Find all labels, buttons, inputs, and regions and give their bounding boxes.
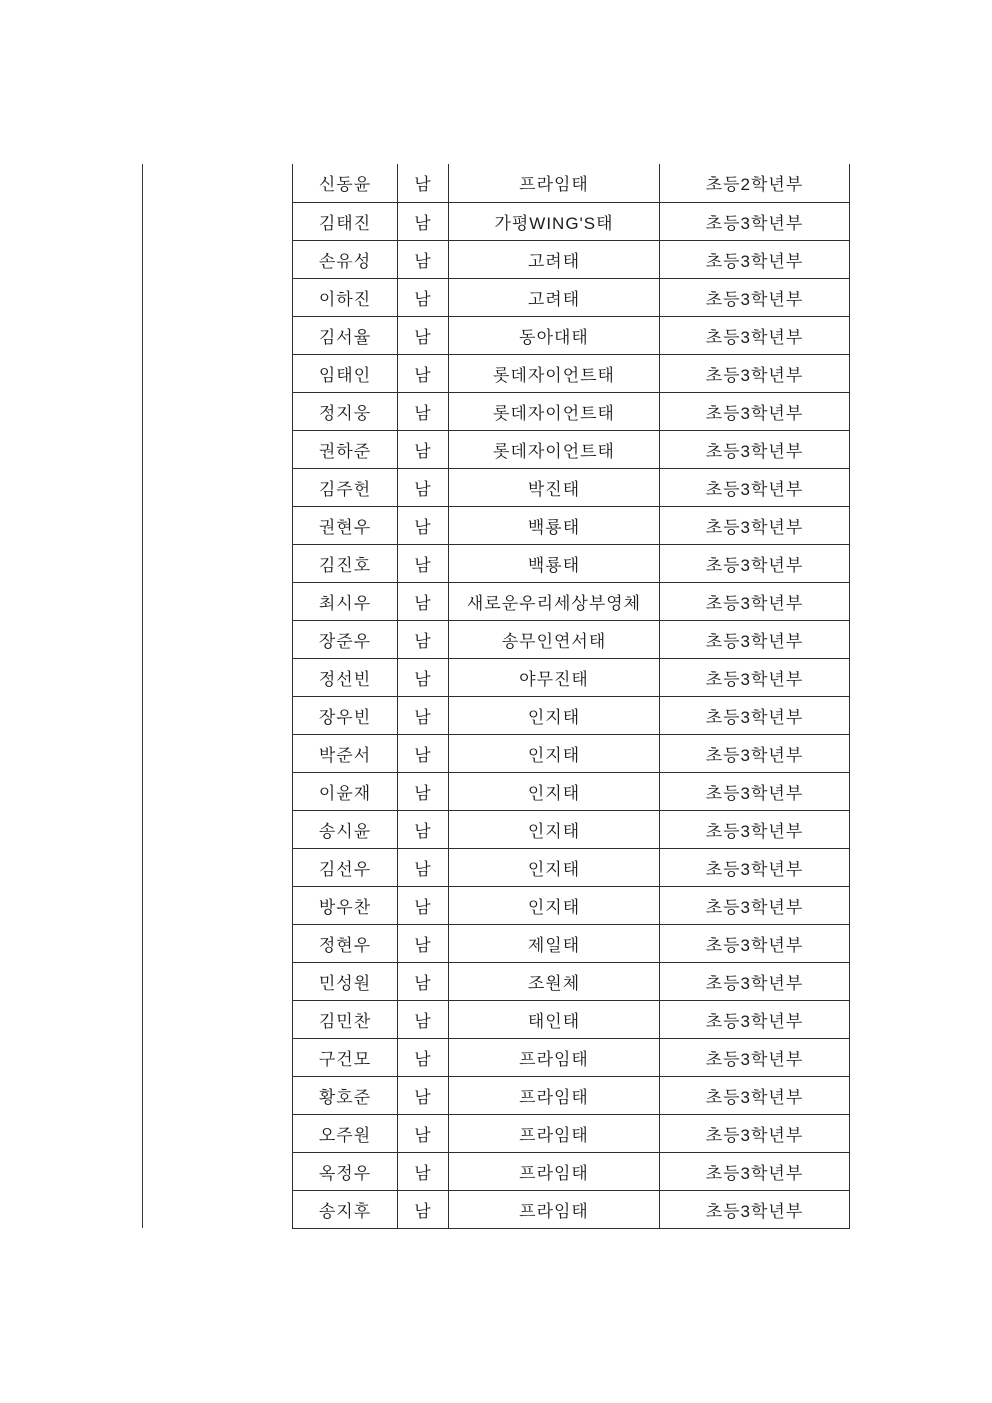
table-row (293, 354, 850, 392)
table-row (293, 1114, 850, 1152)
cell-club: 새로운우리세상부영체 (449, 582, 660, 620)
table-row (293, 734, 850, 772)
cell-gender: 남 (398, 278, 449, 316)
table-row (293, 506, 850, 544)
cell-name: 구건모 (293, 1038, 398, 1076)
cell-club: 인지태 (449, 772, 660, 810)
cell-gender: 남 (398, 924, 449, 962)
table-row (293, 1038, 850, 1076)
cell-division: 초등3학년부 (660, 1190, 850, 1228)
table-row (293, 886, 850, 924)
cell-division: 초등2학년부 (660, 164, 850, 202)
cell-division: 초등3학년부 (660, 392, 850, 430)
cell-club: 조원체 (449, 962, 660, 1000)
cell-gender: 남 (398, 810, 449, 848)
cell-club: 박진태 (449, 468, 660, 506)
cell-gender: 남 (398, 354, 449, 392)
cell-name: 김태진 (293, 202, 398, 240)
cell-name: 정지웅 (293, 392, 398, 430)
cell-division: 초등3학년부 (660, 582, 850, 620)
cell-club: 인지태 (449, 886, 660, 924)
cell-name: 김민찬 (293, 1000, 398, 1038)
table-row (293, 696, 850, 734)
cell-club: 프라임태 (449, 1114, 660, 1152)
cell-club: 야무진태 (449, 658, 660, 696)
cell-club: 송무인연서태 (449, 620, 660, 658)
cell-club: 고려태 (449, 278, 660, 316)
cell-gender: 남 (398, 1038, 449, 1076)
table-row (293, 1000, 850, 1038)
cell-division: 초등3학년부 (660, 1114, 850, 1152)
cell-gender: 남 (398, 620, 449, 658)
cell-name: 임태인 (293, 354, 398, 392)
cell-name: 신동윤 (293, 164, 398, 202)
cell-division: 초등3학년부 (660, 544, 850, 582)
cell-gender: 남 (398, 1190, 449, 1228)
cell-gender: 남 (398, 734, 449, 772)
cell-gender: 남 (398, 506, 449, 544)
table-row (293, 202, 850, 240)
roster-table-body (293, 164, 850, 1228)
cell-name: 김선우 (293, 848, 398, 886)
cell-name: 권현우 (293, 506, 398, 544)
table-row (293, 1152, 850, 1190)
table-row (293, 164, 850, 202)
cell-division: 초등3학년부 (660, 316, 850, 354)
cell-division: 초등3학년부 (660, 620, 850, 658)
cell-club: 인지태 (449, 810, 660, 848)
table-row (293, 392, 850, 430)
cell-gender: 남 (398, 886, 449, 924)
table-row (293, 1190, 850, 1228)
cell-club: 프라임태 (449, 1152, 660, 1190)
cell-club: 프라임태 (449, 1190, 660, 1228)
table-row (293, 962, 850, 1000)
cell-name: 김주헌 (293, 468, 398, 506)
cell-gender: 남 (398, 848, 449, 886)
cell-gender: 남 (398, 962, 449, 1000)
cell-gender: 남 (398, 658, 449, 696)
cell-club: 인지태 (449, 848, 660, 886)
cell-division: 초등3학년부 (660, 924, 850, 962)
cell-name: 정선빈 (293, 658, 398, 696)
cell-club: 프라임태 (449, 1076, 660, 1114)
cell-name: 김진호 (293, 544, 398, 582)
cell-name: 송지후 (293, 1190, 398, 1228)
cell-name: 김서율 (293, 316, 398, 354)
table-row (293, 278, 850, 316)
cell-club: 프라임태 (449, 164, 660, 202)
cell-division: 초등3학년부 (660, 430, 850, 468)
cell-club: 프라임태 (449, 1038, 660, 1076)
cell-gender: 남 (398, 1114, 449, 1152)
cell-gender: 남 (398, 316, 449, 354)
cell-club: 동아대태 (449, 316, 660, 354)
cell-division: 초등3학년부 (660, 278, 850, 316)
cell-club: 제일태 (449, 924, 660, 962)
cell-name: 이하진 (293, 278, 398, 316)
table-row (293, 240, 850, 278)
cell-division: 초등3학년부 (660, 810, 850, 848)
table-row (293, 582, 850, 620)
cell-name: 장준우 (293, 620, 398, 658)
cell-gender: 남 (398, 202, 449, 240)
cell-club: 태인태 (449, 1000, 660, 1038)
cell-name: 최시우 (293, 582, 398, 620)
table-row (293, 1076, 850, 1114)
cell-division: 초등3학년부 (660, 1038, 850, 1076)
cell-name: 오주원 (293, 1114, 398, 1152)
cell-division: 초등3학년부 (660, 202, 850, 240)
cell-gender: 남 (398, 544, 449, 582)
cell-gender: 남 (398, 772, 449, 810)
table-row (293, 430, 850, 468)
cell-name: 방우찬 (293, 886, 398, 924)
cell-club: 인지태 (449, 734, 660, 772)
cell-name: 박준서 (293, 734, 398, 772)
cell-gender: 남 (398, 1000, 449, 1038)
cell-gender: 남 (398, 430, 449, 468)
cell-division: 초등3학년부 (660, 506, 850, 544)
cell-club: 백룡태 (449, 544, 660, 582)
cell-division: 초등3학년부 (660, 468, 850, 506)
cell-division: 초등3학년부 (660, 354, 850, 392)
cell-name: 손유성 (293, 240, 398, 278)
table-row (293, 772, 850, 810)
table-row (293, 544, 850, 582)
cell-club: 백룡태 (449, 506, 660, 544)
cell-name: 장우빈 (293, 696, 398, 734)
table-row (293, 316, 850, 354)
cell-name: 송시윤 (293, 810, 398, 848)
table-row (293, 658, 850, 696)
cell-club: 인지태 (449, 696, 660, 734)
table-row (293, 620, 850, 658)
cell-gender: 남 (398, 392, 449, 430)
cell-name: 황호준 (293, 1076, 398, 1114)
cell-club: 롯데자이언트태 (449, 354, 660, 392)
cell-name: 옥정우 (293, 1152, 398, 1190)
cell-division: 초등3학년부 (660, 658, 850, 696)
cell-division: 초등3학년부 (660, 962, 850, 1000)
cell-name: 이윤재 (293, 772, 398, 810)
cell-division: 초등3학년부 (660, 734, 850, 772)
cell-gender: 남 (398, 696, 449, 734)
cell-club: 고려태 (449, 240, 660, 278)
cell-division: 초등3학년부 (660, 1076, 850, 1114)
cell-club: 가평WING'S태 (449, 202, 660, 240)
cell-division: 초등3학년부 (660, 886, 850, 924)
table-row (293, 924, 850, 962)
table-row (293, 810, 850, 848)
cell-name: 정현우 (293, 924, 398, 962)
cell-division: 초등3학년부 (660, 1000, 850, 1038)
cell-name: 민성원 (293, 962, 398, 1000)
cell-name: 권하준 (293, 430, 398, 468)
merged-cell-left-border-line (142, 164, 143, 1228)
cell-division: 초등3학년부 (660, 1152, 850, 1190)
table-row (293, 468, 850, 506)
cell-gender: 남 (398, 1152, 449, 1190)
roster-table (292, 164, 850, 1229)
cell-division: 초등3학년부 (660, 240, 850, 278)
cell-division: 초등3학년부 (660, 696, 850, 734)
cell-gender: 남 (398, 240, 449, 278)
cell-gender: 남 (398, 468, 449, 506)
cell-club: 롯데자이언트태 (449, 392, 660, 430)
table-row (293, 848, 850, 886)
cell-gender: 남 (398, 582, 449, 620)
cell-club: 롯데자이언트태 (449, 430, 660, 468)
cell-division: 초등3학년부 (660, 848, 850, 886)
cell-gender: 남 (398, 1076, 449, 1114)
cell-division: 초등3학년부 (660, 772, 850, 810)
cell-gender: 남 (398, 164, 449, 202)
